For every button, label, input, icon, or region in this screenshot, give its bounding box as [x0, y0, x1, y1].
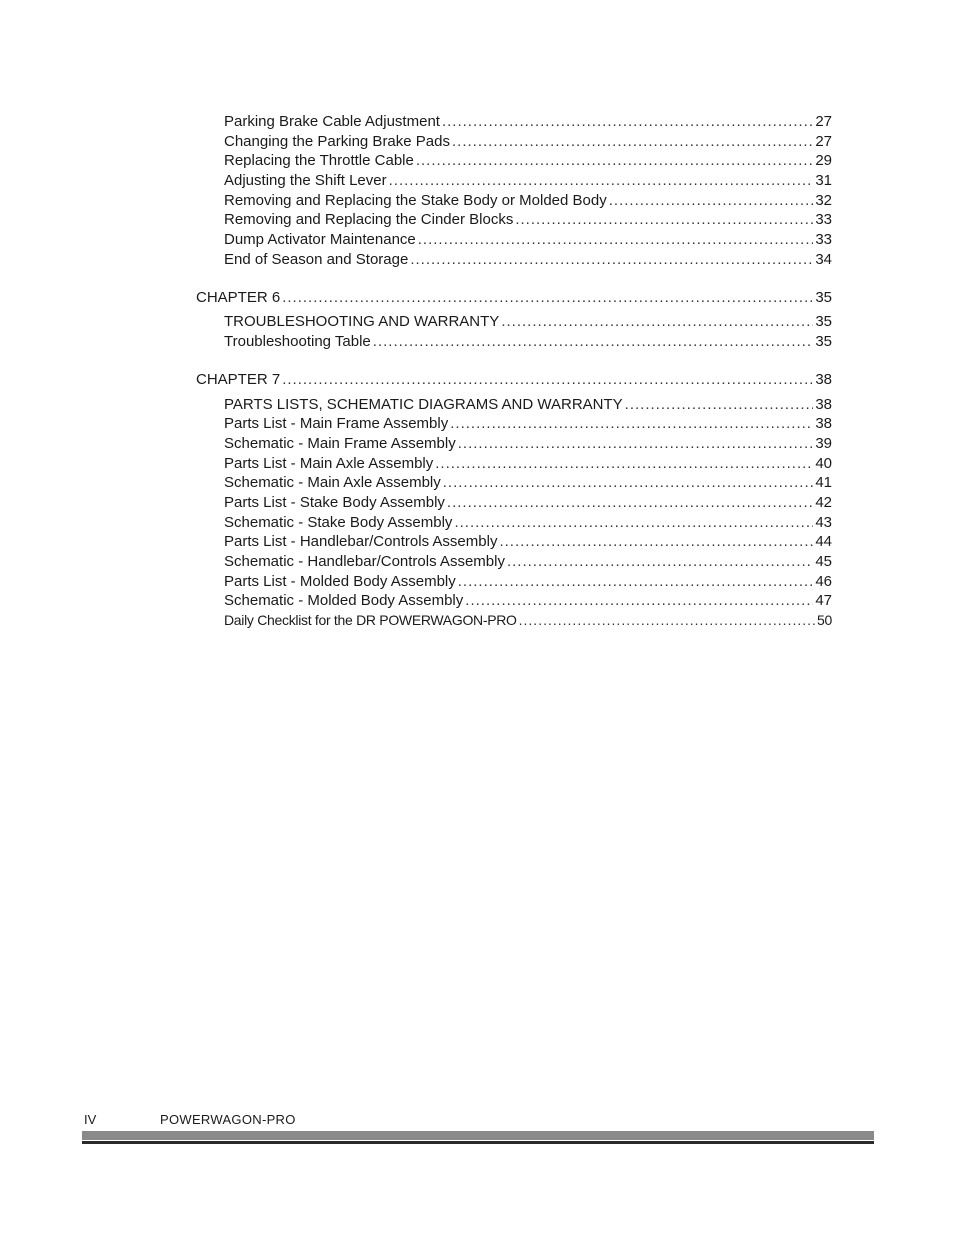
toc-entry-title: Schematic - Main Axle Assembly	[224, 474, 441, 491]
toc-entry-title: Schematic - Molded Body Assembly	[224, 592, 464, 609]
toc-entry-page: 50	[817, 612, 832, 628]
leader-dots	[465, 591, 813, 610]
toc-entry[interactable]	[224, 572, 832, 591]
toc-entry-title: Schematic - Stake Body Assembly	[224, 514, 453, 531]
toc-entry[interactable]	[224, 250, 832, 269]
toc-entry-title: Schematic - Main Frame Assembly	[224, 435, 456, 452]
toc-entry-page: 27	[815, 113, 832, 130]
toc-entry-title: Parts List - Main Axle Assembly	[224, 455, 434, 472]
leader-dots	[499, 532, 813, 551]
toc-entry-page: 40	[815, 455, 832, 472]
toc-entry-page: 41	[815, 474, 832, 491]
leader-dots	[458, 572, 814, 591]
leader-dots	[443, 473, 814, 492]
toc-entry-page: 33	[815, 231, 832, 248]
leader-dots	[442, 112, 813, 131]
toc-entry-title: Parking Brake Cable Adjustment	[224, 113, 440, 130]
toc-entry-page: 35	[815, 289, 832, 306]
toc-entry[interactable]	[224, 230, 832, 249]
leader-dots	[625, 395, 814, 414]
toc-entry-title: Parts List - Main Frame Assembly	[224, 415, 449, 432]
toc-entry-title: Adjusting the Shift Lever	[224, 172, 387, 189]
toc-entry[interactable]	[224, 473, 832, 492]
footer-page-number: IV	[84, 1112, 97, 1127]
toc-entry[interactable]	[224, 493, 832, 512]
toc-entry-page: 44	[815, 533, 832, 550]
toc-entry[interactable]	[224, 395, 832, 414]
leader-dots	[389, 171, 814, 190]
toc-entry[interactable]	[224, 191, 832, 210]
toc-entry[interactable]	[224, 112, 832, 131]
toc-entry[interactable]	[224, 552, 832, 571]
toc-entry-title: Removing and Replacing the Stake Body or Molded Body	[224, 192, 607, 209]
toc-entry-title: Troubleshooting Table	[224, 333, 371, 350]
toc-entry-page: 38	[815, 415, 832, 432]
leader-dots	[447, 493, 813, 512]
leader-dots	[410, 250, 813, 269]
leader-dots	[515, 210, 813, 229]
toc-chapter-7[interactable]	[196, 370, 832, 389]
toc-entry-title: End of Season and Storage	[224, 251, 409, 268]
toc-entry[interactable]	[224, 454, 832, 473]
toc-entry-title: Daily Checklist for the DR POWERWAGON-PRO	[224, 612, 517, 628]
leader-dots	[450, 414, 813, 433]
leader-dots	[609, 191, 814, 210]
leader-dots	[373, 332, 814, 351]
leader-dots	[418, 230, 814, 249]
toc-entry-page: 43	[815, 514, 832, 531]
toc-entry-page: 27	[815, 133, 832, 150]
toc-entry-page: 32	[815, 192, 832, 209]
toc-entry-title: Parts List - Handlebar/Controls Assembly	[224, 533, 498, 550]
toc-entry-title: PARTS LISTS, SCHEMATIC DIAGRAMS AND WARRANTY	[224, 396, 623, 413]
leader-dots	[282, 370, 813, 389]
toc-entry-page: 42	[815, 494, 832, 511]
toc-entry-title: Removing and Replacing the Cinder Blocks	[224, 211, 514, 228]
toc-entry[interactable]	[224, 611, 832, 630]
toc-entry-page: 38	[815, 396, 832, 413]
toc-entry-page: 35	[815, 333, 832, 350]
toc-entry-page: 35	[815, 313, 832, 330]
leader-dots	[416, 151, 813, 170]
toc-entry-title: Dump Activator Maintenance	[224, 231, 416, 248]
toc-entry[interactable]	[224, 132, 832, 151]
toc-entry-title: Parts List - Stake Body Assembly	[224, 494, 445, 511]
toc-entry-title: TROUBLESHOOTING AND WARRANTY	[224, 313, 500, 330]
toc-entry-title: Schematic - Handlebar/Controls Assembly	[224, 553, 505, 570]
toc-entry[interactable]	[224, 151, 832, 170]
toc-entry-title: Replacing the Throttle Cable	[224, 152, 414, 169]
leader-dots	[282, 288, 813, 307]
footer-rule-dark	[82, 1141, 874, 1144]
leader-dots	[501, 312, 813, 331]
toc-entry[interactable]	[224, 591, 832, 610]
leader-dots	[458, 434, 814, 453]
toc-entry[interactable]	[224, 312, 832, 331]
toc-entry-page: 34	[815, 251, 832, 268]
toc-entry-page: 33	[815, 211, 832, 228]
toc-entry[interactable]	[224, 434, 832, 453]
toc-entry-page: 46	[815, 573, 832, 590]
toc-entry-page: 29	[815, 152, 832, 169]
toc-entry-title: Changing the Parking Brake Pads	[224, 133, 450, 150]
toc-entry[interactable]	[224, 171, 832, 190]
toc-entry-title: CHAPTER 6	[196, 289, 281, 306]
toc-entry[interactable]	[224, 414, 832, 433]
toc-entry-page: 39	[815, 435, 832, 452]
leader-dots	[519, 611, 815, 630]
toc-entry[interactable]	[224, 210, 832, 229]
footer-title: POWERWAGON-PRO	[160, 1112, 296, 1127]
footer-rule	[82, 1131, 874, 1140]
toc-entry-title: CHAPTER 7	[196, 371, 281, 388]
toc-entry-title: Parts List - Molded Body Assembly	[224, 573, 456, 590]
toc-entry-page: 45	[815, 553, 832, 570]
leader-dots	[435, 454, 813, 473]
toc-entry[interactable]	[224, 513, 832, 532]
leader-dots	[507, 552, 813, 571]
toc-entry[interactable]	[224, 332, 832, 351]
toc-entry-page: 47	[815, 592, 832, 609]
leader-dots	[454, 513, 813, 532]
toc-chapter-6[interactable]	[196, 288, 832, 307]
toc-entry[interactable]	[224, 532, 832, 551]
leader-dots	[452, 132, 813, 151]
toc-entry-page: 38	[815, 371, 832, 388]
toc-entry-page: 31	[815, 172, 832, 189]
